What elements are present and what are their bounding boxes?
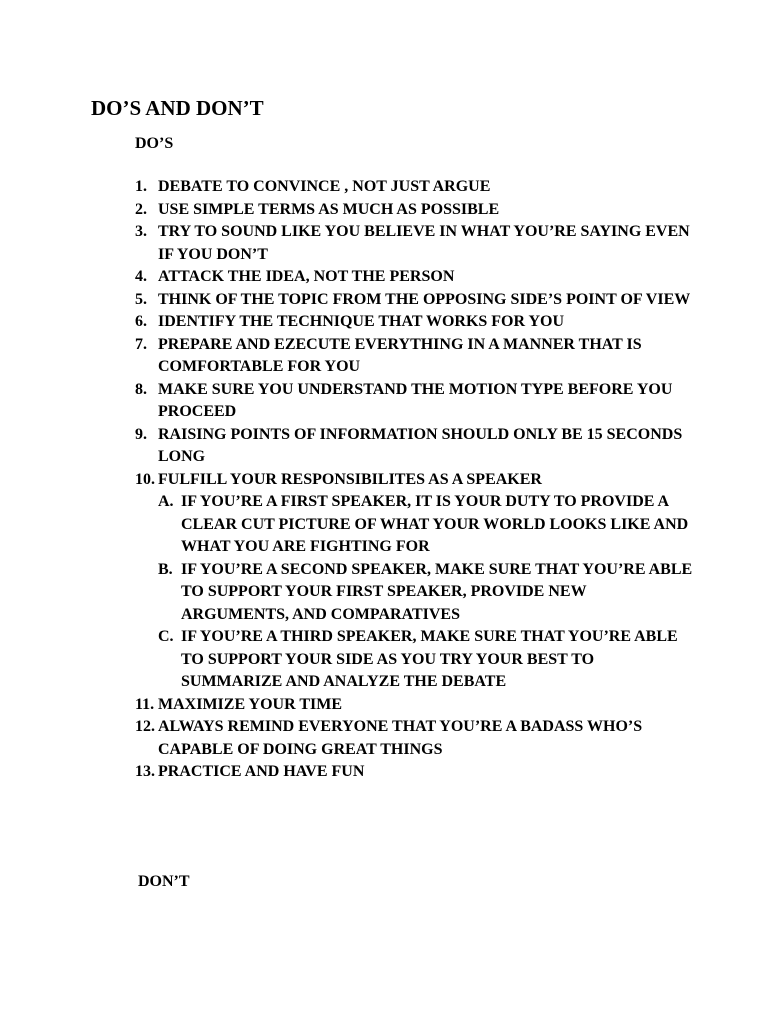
dos-item-number: 10.	[135, 470, 155, 488]
speaker-duty-item-a	[158, 491, 695, 559]
dos-item-number: 9.	[135, 425, 147, 443]
dos-item-1	[135, 176, 695, 199]
dos-item-number: 11.	[135, 695, 155, 713]
dos-item-number: 3.	[135, 223, 147, 240]
dos-item-7	[135, 334, 695, 379]
dos-item-8	[135, 379, 695, 424]
dos-item-9	[135, 424, 695, 469]
speaker-duty-item-b	[158, 559, 695, 627]
dos-item-text: ATTACK THE IDEA, NOT THE PERSON	[158, 268, 455, 285]
dos-item-text: PREPARE AND EZECUTE EVERYTHING IN A MANNER THAT IS COMFORTABLE FOR YOU	[158, 335, 642, 375]
dos-item-10	[135, 469, 695, 694]
dos-heading: DO’S	[135, 135, 174, 152]
dos-item-text: TRY TO SOUND LIKE YOU BELIEVE IN WHAT YOU’RE SAYING EVEN IF YOU DON’T	[158, 223, 690, 263]
speaker-duties-list	[158, 491, 695, 694]
dos-item-number: 13.	[135, 763, 155, 780]
sub-item-letter: C.	[158, 628, 174, 645]
dos-item-11	[135, 694, 695, 717]
donts-heading: DON’T	[138, 873, 190, 890]
dos-item-text: FULFILL YOUR RESPONSIBILITES AS A SPEAKER	[158, 470, 542, 488]
sub-item-text: IF YOU’RE A FIRST SPEAKER, IT IS YOUR DUTY TO PROVIDE A CLEAR CUT PICTURE OF WHAT YOUR WORLD LOOKS LIKE AND WHAT YOU ARE FIGHTING FOR	[181, 493, 689, 555]
dos-item-number: 7.	[135, 335, 147, 353]
dos-item-number: 12.	[135, 718, 155, 735]
dos-item-text: DEBATE TO CONVINCE , NOT JUST ARGUE	[158, 178, 491, 195]
dos-item-text: MAKE SURE YOU UNDERSTAND THE MOTION TYPE BEFORE YOU PROCEED	[158, 380, 673, 420]
dos-item-text: IDENTIFY THE TECHNIQUE THAT WORKS FOR YOU	[158, 313, 565, 330]
dos-item-number: 1.	[135, 178, 147, 195]
dos-item-text: PRACTICE AND HAVE FUN	[158, 763, 365, 780]
dos-item-12	[135, 716, 695, 761]
speaker-duty-item-c	[158, 626, 695, 694]
dos-item-number: 8.	[135, 380, 147, 398]
dos-item-4	[135, 266, 695, 289]
dos-item-text: RAISING POINTS OF INFORMATION SHOULD ONLY BE 15 SECONDS LONG	[158, 425, 683, 465]
dos-item-text: MAXIMIZE YOUR TIME	[158, 695, 343, 713]
dos-item-number: 5.	[135, 290, 147, 308]
dos-item-number: 4.	[135, 268, 147, 285]
sub-item-letter: A.	[158, 493, 174, 510]
dos-list	[135, 176, 695, 784]
dos-item-6	[135, 311, 695, 334]
dos-item-text: ALWAYS REMIND EVERYONE THAT YOU’RE A BADASS WHO’S CAPABLE OF DOING GREAT THINGS	[158, 718, 643, 758]
sub-item-letter: B.	[158, 560, 173, 578]
dos-item-text: USE SIMPLE TERMS AS MUCH AS POSSIBLE	[158, 200, 500, 218]
dos-item-number: 2.	[135, 200, 147, 218]
dos-item-5	[135, 289, 695, 312]
sub-item-text: IF YOU’RE A THIRD SPEAKER, MAKE SURE THAT YOU’RE ABLE TO SUPPORT YOUR SIDE AS YOU TRY YOUR BEST TO SUMMARIZE AND ANALYZE THE DEBATE	[181, 628, 678, 690]
dos-item-2	[135, 199, 695, 222]
dos-item-13	[135, 761, 695, 784]
dos-item-text: THINK OF THE TOPIC FROM THE OPPOSING SIDE’S POINT OF VIEW	[158, 290, 691, 308]
sub-item-text: IF YOU’RE A SECOND SPEAKER, MAKE SURE THAT YOU’RE ABLE TO SUPPORT YOUR FIRST SPEAKER, PROVIDE NEW ARGUMENTS, AND COMPARATIVES	[181, 560, 693, 623]
dos-item-3	[135, 221, 695, 266]
document-title: DO’S AND DON’T	[91, 96, 264, 120]
dos-item-number: 6.	[135, 313, 147, 330]
